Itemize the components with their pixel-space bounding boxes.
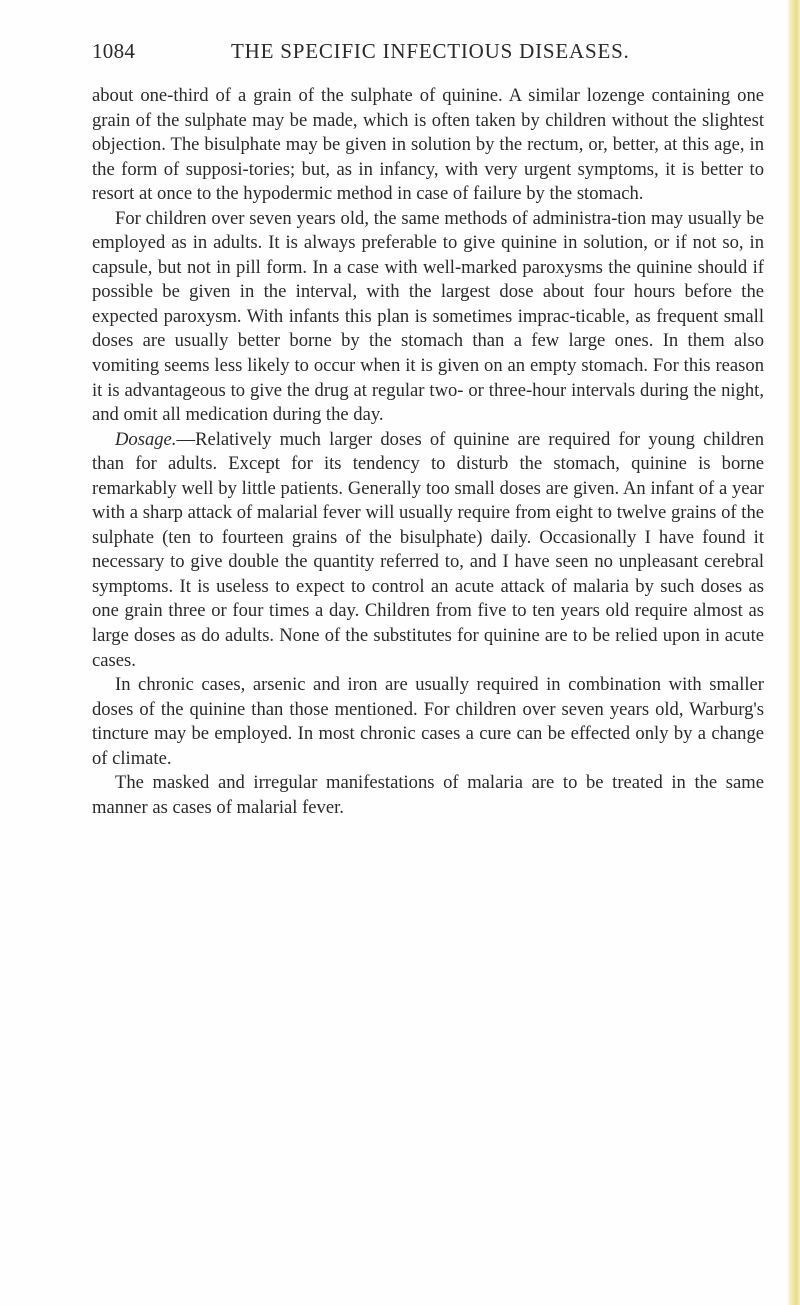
paragraph-chronic-text: In chronic cases, arsenic and iron are usually required in combination with smaller doses of the quinine than those mentioned. For children over seven years old, Warburg's tincture may be employed. In most chronic cases a cure can be effected only by a change of climate. (92, 674, 764, 769)
paragraph-masked (92, 771, 764, 820)
paragraph-masked-text: The masked and irregular manifestations of malaria are to be treated in the same manner as cases of malarial fever. (92, 772, 764, 818)
running-header (92, 39, 772, 69)
running-title: THE SPECIFIC INFECTIOUS DISEASES. (231, 39, 630, 63)
page-number: 1084 (92, 39, 136, 63)
paragraph-2 (92, 207, 764, 428)
paragraph-dosage-text: —Relatively much larger doses of quinine are required for young children than for adults. Except for its tendency to disturb the stomach, quinine is borne remarkably well by little patients. Generally too small doses are given. An infant of a year with a sharp attack of malarial fever will usually require from eight to twelve grains of the sulphate (ten to fourteen grains of the bisulphate) daily. Occasionally I have found it necessary to give double the quantity referred to, and I have seen no unpleasant cerebral symptoms. It is useless to expect to control an acute attack of malaria by such doses as one grain three or four times a day. Children from five to ten years old require almost as large doses as do adults. None of the substitutes for quinine are to be relied upon in acute cases. (92, 428, 764, 671)
paragraph-2-text: For children over seven years old, the same methods of administra-tion may usually be employed as in adults. It is always preferable to give quinine in solution, or if not so, in capsule, but not in pill form. In a case with well-marked paroxysms the quinine should if possible be given in the interval, with the largest dose about four hours before the expected paroxysm. With infants this plan is sometimes imprac-ticable, as frequent small doses are usually better borne by the stomach than a few large ones. In them also vomiting seems less likely to occur when it is given on an empty stomach. For this reason it is advantageous to give the drug at regular two- or three-hour intervals during the night, and omit all medication during the day. (92, 207, 764, 426)
paragraph-1-text: about one-third of a grain of the sulphate of quinine. A similar lozenge containing one grain of the sulphate may be made, which is often taken by children without the slightest objection. The bisulphate may be given in solution by the rectum, or, better, at this age, in the form of supposi-tories; but, as in infancy, with very urgent symptoms, it is better to resort at once to the hypodermic method in case of failure by the stomach. (92, 85, 764, 205)
paragraph-dosage (92, 428, 764, 673)
paragraph-chronic (92, 673, 764, 771)
dosage-heading: Dosage. (115, 428, 177, 450)
body-text (92, 84, 764, 820)
paragraph-1 (92, 84, 764, 207)
page-edge (788, 0, 800, 1305)
